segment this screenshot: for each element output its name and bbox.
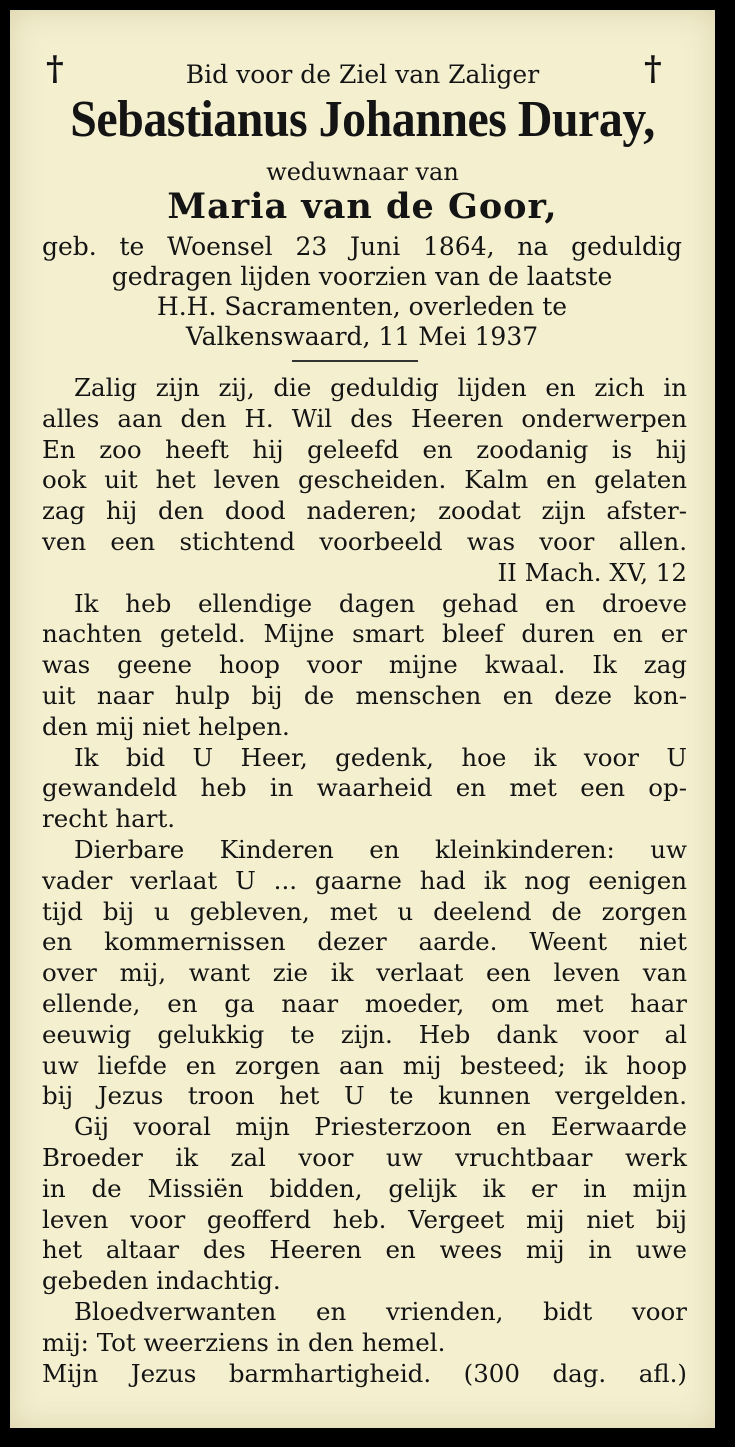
text-line: nachten geteld. Mijne smart bleef duren en er <box>42 619 687 649</box>
text-line: gebeden indachtig. <box>42 1266 281 1296</box>
deceased-name: Sebastianus Johannes Duray, <box>70 91 655 148</box>
memorial-card <box>10 10 715 1428</box>
text-line: Bloedverwanten en vrienden, bidt voor <box>74 1296 687 1326</box>
text-line: eeuwig gelukkig te zijn. Heb dank voor al <box>42 1019 687 1049</box>
text-line: ellende, en ga naar moeder, om met haar <box>42 988 687 1018</box>
biography-block <box>42 232 682 352</box>
text-line: mij: Tot weerziens in den hemel. <box>42 1327 446 1357</box>
biography-line: H.H. Sacramenten, overleden te <box>156 292 568 321</box>
cross-icon: † <box>46 49 64 89</box>
prayer-line: Bid voor de Ziel van Zaliger <box>185 60 540 89</box>
ejaculation-line: Mijn Jezus barmhartigheid. (300 dag. afl.) <box>42 1358 687 1388</box>
text-line: in de Missiën bidden, gelijk ik er in mijn <box>42 1173 687 1203</box>
text-line: uw liefde en zorgen aan mij besteed; ik hoop <box>42 1050 687 1080</box>
text-line: vader verlaat U ... gaarne had ik nog eenigen <box>42 865 687 895</box>
spouse-name: Maria van de Goor, <box>167 186 558 227</box>
biography-line: geb. te Woensel 23 Juni 1864, na geduldig <box>42 232 682 261</box>
text-line: Dierbare Kinderen en kleinkinderen: uw <box>74 834 687 864</box>
text-line: was geene hoop voor mijne kwaal. Ik zag <box>42 650 687 680</box>
text-line: Broeder ik zal voor uw vruchtbaar werk <box>42 1142 687 1172</box>
text-line: den mij niet helpen. <box>42 711 290 741</box>
text-line: ven een stichtend voorbeeld was voor allen. <box>42 526 687 556</box>
text-line: ook uit het leven gescheiden. Kalm en gelaten <box>42 465 687 495</box>
biography-line: gedragen lijden voorzien van de laatste <box>111 262 613 291</box>
text-line: Ik heb ellendige dagen gehad en droeve <box>74 588 687 618</box>
text-line: gewandeld heb in waarheid en met een op- <box>42 773 687 803</box>
text-line: leven voor geofferd heb. Vergeet mij niet bij <box>42 1204 687 1234</box>
text-line: bij Jezus troon het U te kunnen vergelden. <box>42 1081 687 1111</box>
text-line: over mij, want zie ik verlaat een leven van <box>42 958 687 988</box>
text-line: tijd bij u gebleven, met u deelend de zorgen <box>42 896 687 926</box>
text-line: uit naar hulp bij de menschen en deze kon- <box>42 680 687 710</box>
text-line: en kommernissen dezer aarde. Weent niet <box>42 927 687 957</box>
text-line: En zoo heeft hij geleefd en zoodanig is hij <box>42 434 687 464</box>
text-line: Zalig zijn zij, die geduldig lijden en zich in <box>74 373 687 402</box>
text-line: recht hart. <box>42 804 176 834</box>
cross-icon: † <box>644 49 662 89</box>
widower-line: weduwnaar van <box>266 158 459 186</box>
text-line: alles aan den H. Wil des Heeren onderwerpen <box>42 403 687 433</box>
text-line: het altaar des Heeren en wees mij in uwe <box>42 1235 687 1265</box>
text-line: Ik bid U Heer, gedenk, hoe ik voor U <box>74 742 687 772</box>
text-line: zag hij den dood naderen; zoodat zijn afster- <box>42 496 687 526</box>
divider <box>292 360 418 362</box>
memorial-text <box>42 373 687 1389</box>
biography-line: Valkenswaard, 11 Mei 1937 <box>185 322 539 351</box>
text-line: Gij vooral mijn Priesterzoon en Eerwaarde <box>74 1112 687 1142</box>
scripture-reference: II Mach. XV, 12 <box>497 557 687 587</box>
